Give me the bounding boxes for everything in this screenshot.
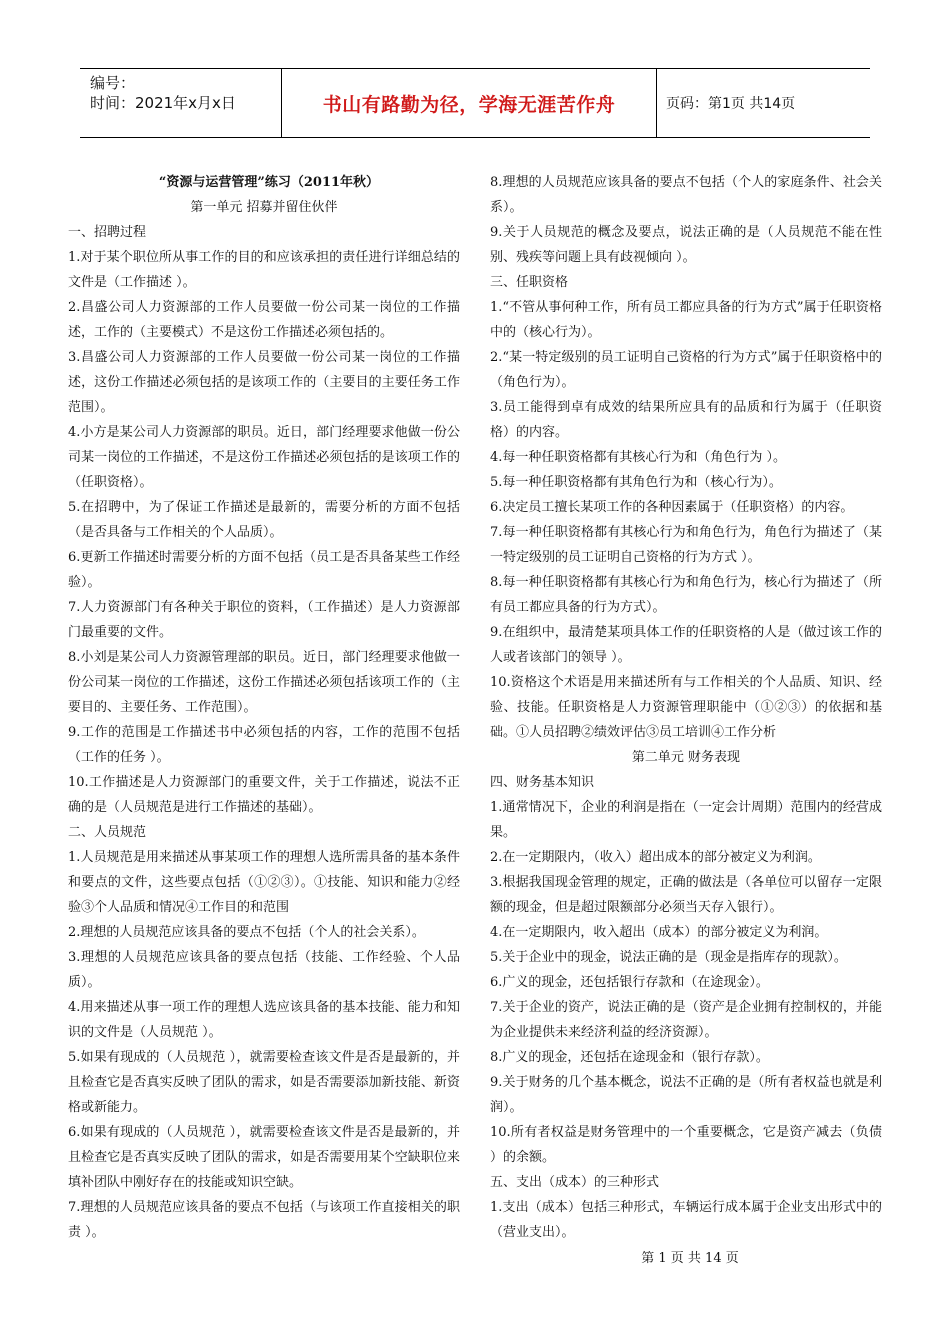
paragraph: 2.昌盛公司人力资源部的工作人员要做一份公司某一岗位的工作描述，工作的（主要模式）不是这份工作描述必须包括的。 [68,300,460,340]
paragraph: 五、支出（成本）的三种形式 [490,1175,660,1190]
paragraph: 10.工作描述是人力资源部门的重要文件，关于工作描述，说法不正确的是（人员规范是进行工作描述的基础）。 [68,775,460,815]
paragraph: 一、招聘过程 [68,225,147,240]
paragraph: 8.小刘是某公司人力资源管理部的职员。近日，部门经理要求他做一份公司某一岗位的工作描述，这份工作描述必须包括该项工作的（主要目的、主要任务、工作范围）。 [68,650,460,715]
paragraph: 四、财务基本知识 [490,775,595,790]
document-title: “资源与运营管理”练习（2011年秋） [158,175,380,190]
paragraph: 9.关于人员规范的概念及要点，说法正确的是（人员规范不能在性别、残疾等问题上具有歧视倾向 ）。 [490,225,882,265]
paragraph: 6.决定员工擅长某项工作的各种因素属于（任职资格）的内容。 [490,500,854,515]
header-meta [80,69,280,137]
paragraph: 7.理想的人员规范应该具备的要点不包括（与该项工作直接相关的职责 ）。 [68,1200,460,1240]
paragraph: 6.广义的现金，还包括银行存款和（在途现金）。 [490,975,769,990]
paragraph: 9.在组织中，最清楚某项具体工作的任职资格的人是（做过该工作的人或者该部门的领导 ）。 [490,625,882,665]
paragraph: 1.“不管从事何种工作，所有员工都应具备的行为方式”属于任职资格中的（核心行为）。 [490,300,882,340]
paragraph: 1.通常情况下，企业的利润是指在（一定会计周期）范围内的经营成果。 [490,800,882,840]
paragraph: 8.理想的人员规范应该具备的要点不包括（个人的家庭条件、社会关系）。 [490,175,882,215]
paragraph: 10.所有者权益是财务管理中的一个重要概念，它是资产减去（负债 ）的余额。 [490,1125,882,1165]
header-motto-cell [281,69,657,137]
paragraph: 4.小方是某公司人力资源部的职员。近日，部门经理要求他做一份公司某一岗位的工作描述，不是这份工作描述必须包括的是该项工作的（任职资格）。 [68,425,460,490]
paragraph: 8.每一种任职资格都有其核心行为和角色行为，核心行为描述了（所有员工都应具备的行为方式）。 [490,575,882,615]
paragraph: 9.工作的范围是工作描述书中必须包括的内容，工作的范围不包括（工作的任务 ）。 [68,725,460,765]
paragraph: 二、人员规范 [68,825,147,840]
paragraph: 三、任职资格 [490,275,569,290]
paragraph: 10.资格这个术语是用来描述所有与工作相关的个人品质、知识、经验、技能。任职资格是人力资源管理职能中（①②③）的依据和基础。①人员招聘②绩效评估③员工培训④工作分析 [490,675,882,740]
right-column [490,170,882,1245]
paragraph: 7.人力资源部门有各种关于职位的资料，（工作描述）是人力资源部门最重要的文件。 [68,600,460,640]
paragraph: 1.对于某个职位所从事工作的目的和应该承担的责任进行详细总结的文件是（工作描述 ）。 [68,250,460,290]
paragraph: 5.每一种任职资格都有其角色行为和（核心行为）。 [490,475,782,490]
paragraph: 2.“某一特定级别的员工证明自己资格的行为方式”属于任职资格中的（角色行为）。 [490,350,882,390]
paragraph: 3.根据我国现金管理的规定，正确的做法是（各单位可以留存一定限额的现金，但是超过限额部分必须当天存入银行）。 [490,875,882,915]
paragraph: 6.如果有现成的（人员规范 ），就需要检查该文件是否是最新的，并且检查它是否真实反映了团队的需求，如是否需要用某个空缺职位来填补团队中刚好存在的技能或知识空缺。 [68,1125,460,1190]
unit-heading: 第一单元 招募并留住伙伴 [190,200,338,215]
paragraph: 4.用来描述从事一项工作的理想人选应该具备的基本技能、能力和知识的文件是（人员规范 ）。 [68,1000,460,1040]
paragraph: 8.广义的现金，还包括在途现金和（银行存款）。 [490,1050,769,1065]
page-header [80,68,870,138]
paragraph: 2.理想的人员规范应该具备的要点不包括（个人的社会关系）。 [68,925,425,940]
paragraph: 4.在一定期限内，收入超出（成本）的部分被定义为利润。 [490,925,828,940]
paragraph: 5.如果有现成的（人员规范 ），就需要检查该文件是否是最新的，并且检查它是否真实反映了团队的需求，如是否需要添加新技能、新资格或新能力。 [68,1050,460,1115]
number-label: 编号： [90,74,136,92]
paragraph: 7.关于企业的资产，说法正确的是（资产是企业拥有控制权的，并能为企业提供未来经济利益的经济资源）。 [490,1000,882,1040]
header-page-info: 页码：第1页 共14页 [666,96,796,112]
paragraph: 2.在一定期限内，（收入）超出成本的部分被定义为利润。 [490,850,821,865]
paragraph: 3.员工能得到卓有成效的结果所应具有的品质和行为属于（任职资格）的内容。 [490,400,882,440]
paragraph: 9.关于财务的几个基本概念，说法不正确的是（所有者权益也就是利润）。 [490,1075,882,1115]
paragraph: 7.每一种任职资格都有其核心行为和角色行为，角色行为描述了（某一特定级别的员工证明自己资格的行为方式 ）。 [490,525,882,565]
left-column [68,170,460,1245]
paragraph: 1.人员规范是用来描述从事某项工作的理想人选所需具备的基本条件和要点的文件，这些要点包括（①②③）。①技能、知识和能力②经验③个人品质和情况④工作目的和范围 [68,850,460,915]
header-motto: 书山有路勤为径，学海无涯苦作舟 [322,93,616,116]
paragraph: 5.关于企业中的现金，说法正确的是（现金是指库存的现款）。 [490,950,847,965]
time-label: 时间：2021年x月x日 [90,94,236,112]
unit-heading: 第二单元 财务表现 [631,750,741,765]
paragraph: 3.昌盛公司人力资源部的工作人员要做一份公司某一岗位的工作描述，这份工作描述必须包括的是该项工作的（主要目的主要任务工作范围）。 [68,350,460,415]
page-footer: 第 1 页 共 14 页 [641,1251,739,1266]
paragraph: 1.支出（成本）包括三种形式，车辆运行成本属于企业支出形式中的（营业支出）。 [490,1200,882,1240]
paragraph: 4.每一种任职资格都有其核心行为和（角色行为 ）。 [490,450,787,465]
paragraph: 5.在招聘中，为了保证工作描述是最新的，需要分析的方面不包括（是否具备与工作相关的个人品质）。 [68,500,460,540]
paragraph: 6.更新工作描述时需要分析的方面不包括（员工是否具备某些工作经验）。 [68,550,460,590]
paragraph: 3.理想的人员规范应该具备的要点包括（技能、工作经验、个人品质）。 [68,950,460,990]
